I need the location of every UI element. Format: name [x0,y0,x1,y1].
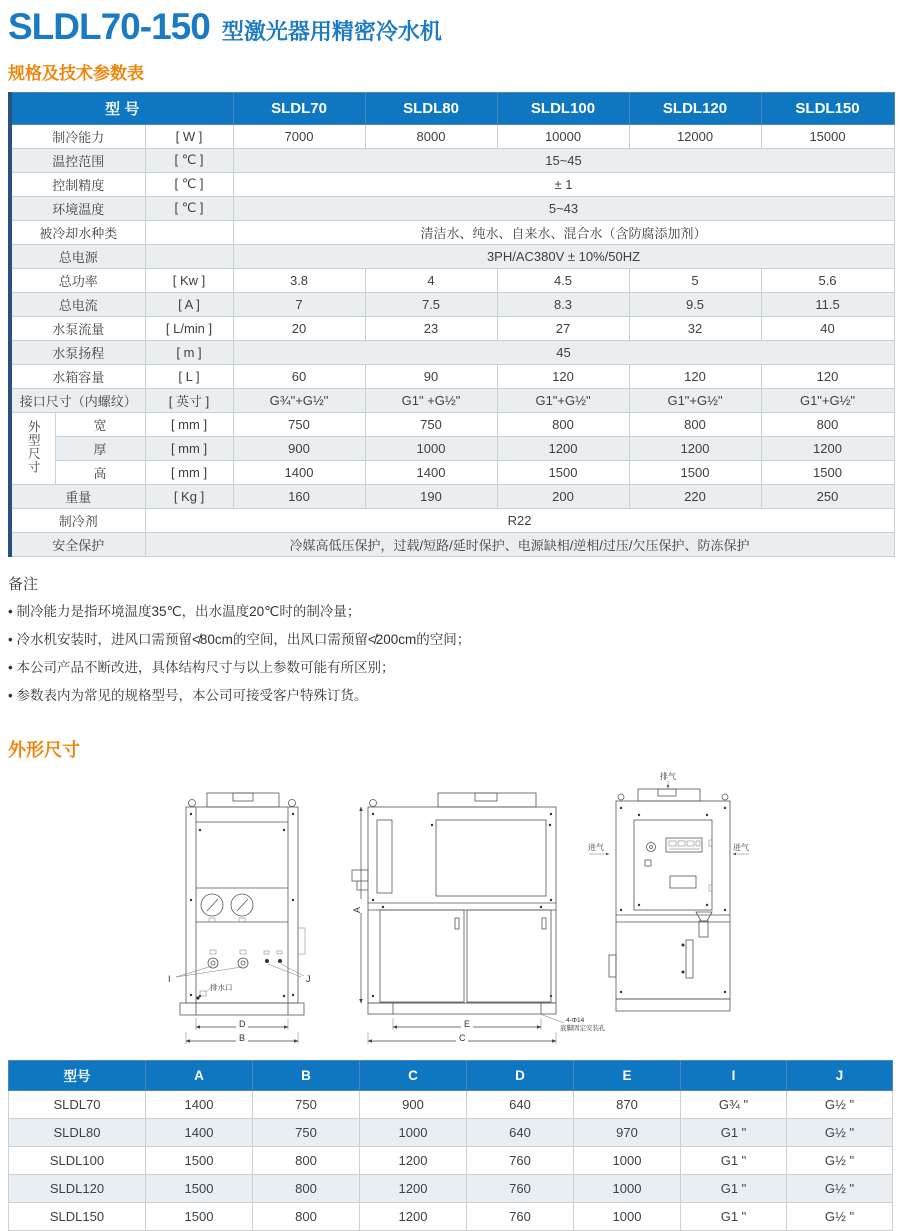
dimension-table [8,1060,893,1231]
model-column-header: SLDL70 [233,92,365,124]
param-unit: [ ℃ ] [145,196,233,220]
spec-row-temp-range [10,148,894,172]
dim-col-header: E [574,1060,681,1090]
param-unit: [ Kg ] [145,484,233,508]
spec-cell: 120 [761,364,894,388]
port-label-i: I [168,973,171,984]
dim-col-header: J [787,1060,893,1090]
dim-cell: 1000 [574,1146,681,1174]
dim-cell: 1000 [574,1202,681,1230]
note-item: • 制冷能力是指环境温度35℃，出水温度20℃时的制冷量； [8,598,892,626]
dim-cell: 750 [253,1090,360,1118]
spec-cell: 清洁水、纯水、自来水、混合水（含防腐添加剂） [233,220,894,244]
lifting-eye-icon [289,799,296,806]
spec-cell: 1500 [629,460,761,484]
param-name: 制冷剂 [10,508,145,532]
notes-section [8,573,892,710]
dim-row-sldl100 [9,1146,893,1174]
air-grille-icon [436,820,546,896]
spec-row-total-power [10,268,894,292]
param-name: 厚 [55,436,145,460]
param-name: 总电源 [10,244,145,268]
dim-cell: 1200 [360,1174,467,1202]
pressure-gauge-icon [231,894,253,922]
spec-cell: 190 [365,484,497,508]
param-unit: [ Kw ] [145,268,233,292]
dim-row-sldl70 [9,1090,893,1118]
param-unit [145,244,233,268]
spec-row-dim-depth [10,436,894,460]
param-unit: [ ℃ ] [145,148,233,172]
spec-row-weight [10,484,894,508]
spec-row-port-size [10,388,894,412]
spec-cell: 1200 [629,436,761,460]
spec-row-cooling-capacity [10,124,894,148]
model-cell: SLDL150 [9,1202,146,1230]
spec-cell: 3PH/AC380V ± 10%/50HZ [233,244,894,268]
model-column-header: SLDL100 [497,92,629,124]
spec-cell: G1" +G½" [365,388,497,412]
chiller-outline-drawing [0,770,900,1052]
param-unit [145,220,233,244]
param-unit: [ L ] [145,364,233,388]
spec-row-pump-head [10,340,894,364]
spec-row-dim-width [10,412,894,436]
spec-cell: 1500 [497,460,629,484]
dim-cell: 800 [253,1202,360,1230]
dim-cell: 1500 [146,1174,253,1202]
spec-row-tank-capacity [10,364,894,388]
param-name: 安全保护 [10,532,145,556]
spec-cell: 8.3 [497,292,629,316]
dim-cell: 1200 [360,1202,467,1230]
spec-cell: 32 [629,316,761,340]
spec-cell: 15~45 [233,148,894,172]
note-item: • 参数表内为常见的规格型号，本公司可接受客户特殊订货。 [8,682,892,710]
dim-cell: 1400 [146,1090,253,1118]
mounting-holes-note: 底脚固定安装孔 [560,1024,606,1032]
param-unit: [ mm ] [145,460,233,484]
spec-cell: G1"+G½" [761,388,894,412]
dim-label-c: C [459,1032,466,1043]
spec-cell: 1500 [761,460,894,484]
lifting-eye-icon [618,794,624,800]
spec-cell: 750 [233,412,365,436]
page-title [8,0,892,47]
drain-outlet-label: 排水口 [210,982,233,992]
param-name: 高 [55,460,145,484]
spec-cell: 1400 [233,460,365,484]
spec-corner-header: 型 号 [10,92,233,124]
param-unit: [ mm ] [145,436,233,460]
spec-cell: 750 [365,412,497,436]
spec-cell: 900 [233,436,365,460]
dim-label-d: D [239,1018,246,1029]
param-name: 制冷能力 [10,124,145,148]
dim-cell: 640 [467,1090,574,1118]
spec-cell: 1200 [761,436,894,460]
dim-col-header: 型号 [9,1060,146,1090]
lifting-eye-icon [370,799,377,806]
spec-cell: G1"+G½" [497,388,629,412]
spec-cell: 9.5 [629,292,761,316]
water-port-icon [238,958,248,968]
dim-label-e: E [464,1018,471,1029]
funnel-icon [696,912,712,921]
dim-cell: 800 [253,1174,360,1202]
param-unit: [ m ] [145,340,233,364]
spec-cell: 7 [233,292,365,316]
controller-display-icon [666,838,702,852]
door-handle-icon [455,918,459,929]
spec-cell: 11.5 [761,292,894,316]
dims-group-label: 外型尺寸 [10,412,55,484]
spec-table [8,92,895,557]
dim-row-sldl150 [9,1202,893,1230]
dim-cell: G1 " [681,1202,787,1230]
model-column-header: SLDL150 [761,92,894,124]
dim-cell: G½ " [787,1146,893,1174]
model-column-header: SLDL80 [365,92,497,124]
spec-cell: 800 [497,412,629,436]
param-name: 环境温度 [10,196,145,220]
spec-cell: 20 [233,316,365,340]
spec-cell: 10000 [497,124,629,148]
spec-cell: 250 [761,484,894,508]
lifting-eye-icon [189,799,196,806]
outline-drawings [0,770,900,1052]
spec-section-heading: 规格及技术参数表 [8,63,144,83]
model-range-title: SLDL70-150 [8,6,210,47]
spec-row-refrigerant [10,508,894,532]
param-unit: [ W ] [145,124,233,148]
param-name: 接口尺寸（内螺纹） [10,388,145,412]
dim-cell: 900 [360,1090,467,1118]
dim-row-sldl120 [9,1174,893,1202]
model-cell: SLDL100 [9,1146,146,1174]
param-name: 宽 [55,412,145,436]
param-name: 总电流 [10,292,145,316]
spec-cell: 5.6 [761,268,894,292]
model-cell: SLDL80 [9,1118,146,1146]
dim-cell: 870 [574,1090,681,1118]
water-port-icon [208,958,218,968]
param-name: 重量 [10,484,145,508]
model-cell: SLDL120 [9,1174,146,1202]
dim-cell: 1200 [360,1146,467,1174]
dim-cell: G1 " [681,1118,787,1146]
note-item: • 冷水机安装时，进风口需预留≮80cm的空间，出风口需预留≮200cm的空间； [8,626,892,654]
intake-left-label: 进气 [588,842,604,852]
dim-label-a: A [352,906,362,913]
drain-fitting-icon [352,870,368,881]
spec-cell: 23 [365,316,497,340]
port-label-j: J [306,973,311,984]
nameplate-icon [670,876,696,888]
spec-cell: 12000 [629,124,761,148]
dim-cell: 750 [253,1118,360,1146]
dim-cell: 1400 [146,1118,253,1146]
param-unit: [ mm ] [145,412,233,436]
spec-cell: 1000 [365,436,497,460]
spec-cell: 120 [629,364,761,388]
lifting-eye-icon [722,794,728,800]
spec-cell: 5~43 [233,196,894,220]
dim-cell: 800 [253,1146,360,1174]
param-name: 水泵扬程 [10,340,145,364]
spec-cell: ± 1 [233,172,894,196]
exhaust-label: 排气 [660,771,676,781]
param-name: 被冷却水种类 [10,220,145,244]
spec-cell: 冷媒高低压保护，过载/短路/延时保护、电源缺相/逆相/过压/欠压保护、防冻保护 [145,532,894,556]
spec-cell: 220 [629,484,761,508]
dim-label-b: B [239,1032,246,1043]
spec-cell: 15000 [761,124,894,148]
spec-cell: 120 [497,364,629,388]
spec-row-total-current [10,292,894,316]
dim-col-header: B [253,1060,360,1090]
spec-cell: 1200 [497,436,629,460]
notes-title: 备注 [8,575,39,593]
param-name: 水泵流量 [10,316,145,340]
spec-header-row [10,92,894,124]
control-panel-icon [634,820,712,910]
param-unit: [ ℃ ] [145,172,233,196]
param-name: 水箱容量 [10,364,145,388]
param-unit: [ 英寸 ] [145,388,233,412]
level-gauge-icon [686,940,693,978]
param-unit: [ A ] [145,292,233,316]
spec-cell: 7000 [233,124,365,148]
dim-cell: G½ " [787,1118,893,1146]
spec-cell: 200 [497,484,629,508]
spec-cell: G¾"+G½" [233,388,365,412]
spec-cell: 5 [629,268,761,292]
spec-cell: 4 [365,268,497,292]
dim-cell: 760 [467,1202,574,1230]
dim-cell: G1 " [681,1174,787,1202]
param-name: 控制精度 [10,172,145,196]
spec-cell: 27 [497,316,629,340]
dim-cell: 1500 [146,1146,253,1174]
dim-cell: 1500 [146,1202,253,1230]
dim-col-header: A [146,1060,253,1090]
door-handle-icon [542,918,546,929]
spec-cell: 1400 [365,460,497,484]
dim-col-header: I [681,1060,787,1090]
intake-right-label: 进气 [733,842,749,852]
spec-cell: 4.5 [497,268,629,292]
dim-header-row [9,1060,893,1090]
spec-cell: 3.8 [233,268,365,292]
dim-cell: 1000 [574,1174,681,1202]
spec-cell: 40 [761,316,894,340]
dim-cell: 970 [574,1118,681,1146]
dim-cell: G½ " [787,1090,893,1118]
model-column-header: SLDL120 [629,92,761,124]
spec-cell: 45 [233,340,894,364]
dim-cell: G½ " [787,1202,893,1230]
dim-col-header: C [360,1060,467,1090]
dim-cell: 640 [467,1118,574,1146]
rear-view-drawing [588,771,749,1011]
spec-cell: 800 [761,412,894,436]
spec-cell: 800 [629,412,761,436]
spec-cell: 8000 [365,124,497,148]
spec-cell: 160 [233,484,365,508]
note-item: • 本公司产品不断改进，具体结构尺寸与以上参数可能有所区别； [8,654,892,682]
spec-row-ambient-temp [10,196,894,220]
mounting-holes-note: 4-Φ14 [566,1016,585,1024]
dim-cell: 760 [467,1174,574,1202]
dim-row-sldl80 [9,1118,893,1146]
pressure-gauge-icon [201,894,223,922]
front-view-drawing [168,793,311,1044]
spec-row-dim-height [10,460,894,484]
model-cell: SLDL70 [9,1090,146,1118]
dim-cell: G½ " [787,1174,893,1202]
dims-section-heading: 外形尺寸 [8,739,80,760]
dim-cell: 1000 [360,1118,467,1146]
dim-col-header: D [467,1060,574,1090]
param-name: 总功率 [10,268,145,292]
knob-icon [647,842,656,851]
spec-row-pump-flow [10,316,894,340]
spec-cell: G1"+G½" [629,388,761,412]
spec-row-control-precision [10,172,894,196]
spec-row-water-types [10,220,894,244]
side-view-drawing [352,793,606,1044]
dim-cell: G1 " [681,1146,787,1174]
model-title-suffix: 型激光器用精密冷水机 [221,19,442,44]
dim-cell: G¾ " [681,1090,787,1118]
spec-row-safety [10,532,894,556]
spec-cell: 90 [365,364,497,388]
param-unit: [ L/min ] [145,316,233,340]
param-name: 温控范围 [10,148,145,172]
spec-cell: R22 [145,508,894,532]
dim-cell: 760 [467,1146,574,1174]
spec-row-power-supply [10,244,894,268]
spec-cell: 60 [233,364,365,388]
spec-cell: 7.5 [365,292,497,316]
